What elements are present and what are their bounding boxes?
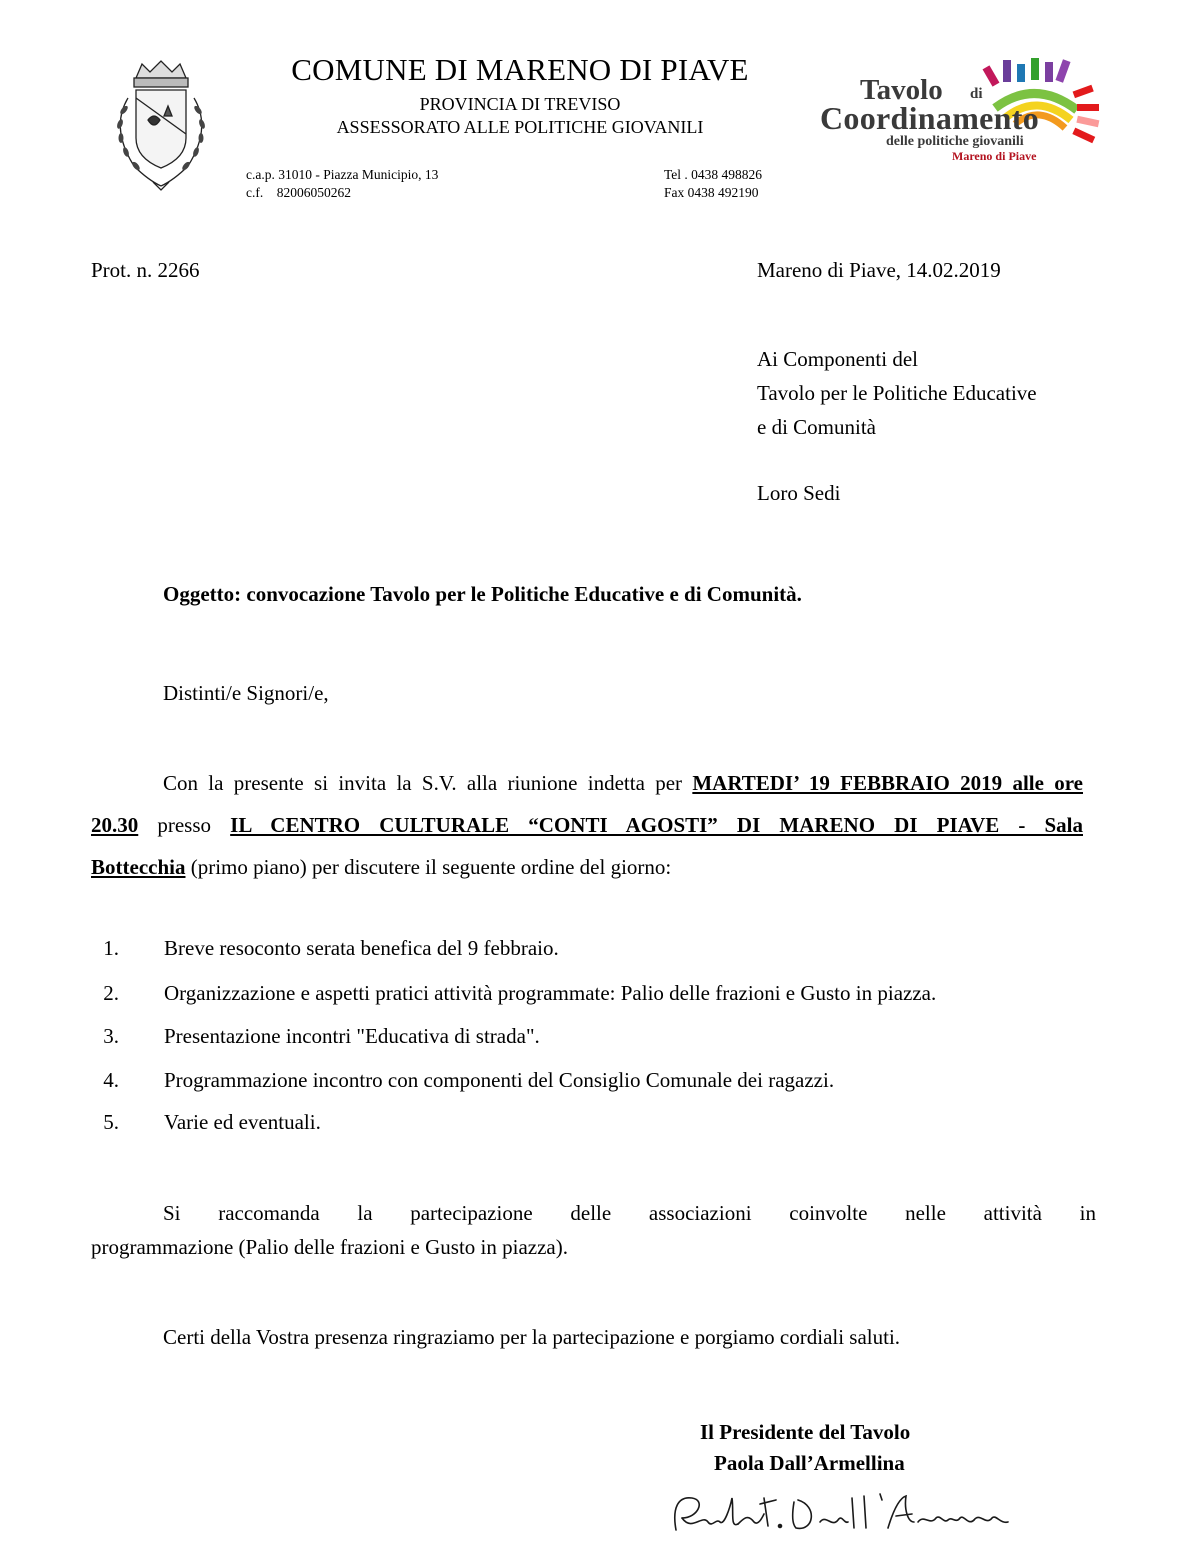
invitation-text: (primo piano) per discutere il seguente ordine del giorno:	[185, 855, 672, 879]
agenda-text: Varie ed eventuali.	[164, 1110, 321, 1134]
agenda-number: 5.	[103, 1110, 119, 1134]
fiscal-code: c.f. 82006050262	[246, 185, 351, 200]
logo-subtitle: delle politiche giovanili	[886, 134, 1024, 149]
meeting-room: Bottecchia	[91, 855, 186, 879]
recommendation-text: Si raccomanda la partecipazione delle associazioni coinvolte nelle attività in	[163, 1201, 1096, 1225]
postal-address: c.a.p. 31010 - Piazza Municipio, 13	[246, 167, 439, 182]
agenda-text: Programmazione incontro con componenti del Consiglio Comunale dei ragazzi.	[164, 1068, 835, 1092]
province-name: PROVINCIA DI TREVISO	[419, 94, 621, 114]
protocol-number: Prot. n. 2266	[91, 258, 200, 282]
coat-of-arms-icon	[98, 58, 224, 194]
agenda-number: 1.	[103, 936, 119, 960]
invitation-text: Con la presente si invita la S.V. alla riunione indetta per	[163, 771, 693, 795]
signatory-role: Il Presidente del Tavolo	[700, 1420, 911, 1444]
recipient-line: Ai Componenti del	[757, 347, 918, 371]
fax-number: Fax 0438 492190	[664, 185, 759, 200]
agenda-number: 2.	[103, 981, 119, 1005]
agenda-number: 3.	[103, 1024, 119, 1048]
recommendation-paragraph	[91, 1196, 1096, 1264]
meeting-time: 20.30	[91, 813, 139, 837]
subject-line: Oggetto: convocazione Tavolo per le Politiche Educative e di Comunità.	[163, 582, 802, 606]
recipient-line: e di Comunità	[757, 415, 876, 439]
invitation-paragraph	[91, 762, 1083, 888]
department-name: ASSESSORATO ALLE POLITICHE GIOVANILI	[336, 117, 704, 137]
phone-number: Tel . 0438 498826	[664, 167, 763, 182]
invitation-text: presso	[138, 813, 231, 837]
municipality-title: COMUNE DI MARENO DI PIAVE	[291, 52, 749, 87]
meeting-date: MARTEDI’ 19 FEBBRAIO 2019 alle ore	[692, 771, 1083, 795]
agenda-text: Breve resoconto serata benefica del 9 febbraio.	[164, 936, 559, 960]
agenda-text: Presentazione incontri "Educativa di strada".	[164, 1024, 540, 1048]
place-date: Mareno di Piave, 14.02.2019	[757, 258, 1001, 282]
agenda-text: Organizzazione e aspetti pratici attività programmate: Palio delle frazioni e Gusto in piazza.	[164, 981, 937, 1005]
logo-word-coordinamento: Coordinamento	[820, 100, 1040, 136]
handwritten-signature	[668, 1478, 1028, 1548]
logo-place: Mareno di Piave	[952, 149, 1037, 163]
closing-paragraph: Certi della Vostra presenza ringraziamo per la partecipazione e porgiamo cordiali saluti.	[163, 1325, 901, 1349]
signatory-name: Paola Dall’Armellina	[714, 1451, 905, 1475]
logo-word-di: di	[970, 86, 983, 102]
logo-word-tavolo: Tavolo	[860, 74, 943, 106]
recipient-line: Loro Sedi	[757, 481, 841, 505]
greeting: Distinti/e Signori/e,	[163, 681, 329, 705]
meeting-venue: IL CENTRO CULTURALE “CONTI AGOSTI” DI MARENO DI PIAVE - Sala	[230, 813, 1083, 837]
agenda-number: 4.	[103, 1068, 119, 1092]
recipient-line: Tavolo per le Politiche Educative	[757, 381, 1037, 405]
recommendation-text: programmazione (Palio delle frazioni e Gusto in piazza).	[91, 1235, 568, 1259]
